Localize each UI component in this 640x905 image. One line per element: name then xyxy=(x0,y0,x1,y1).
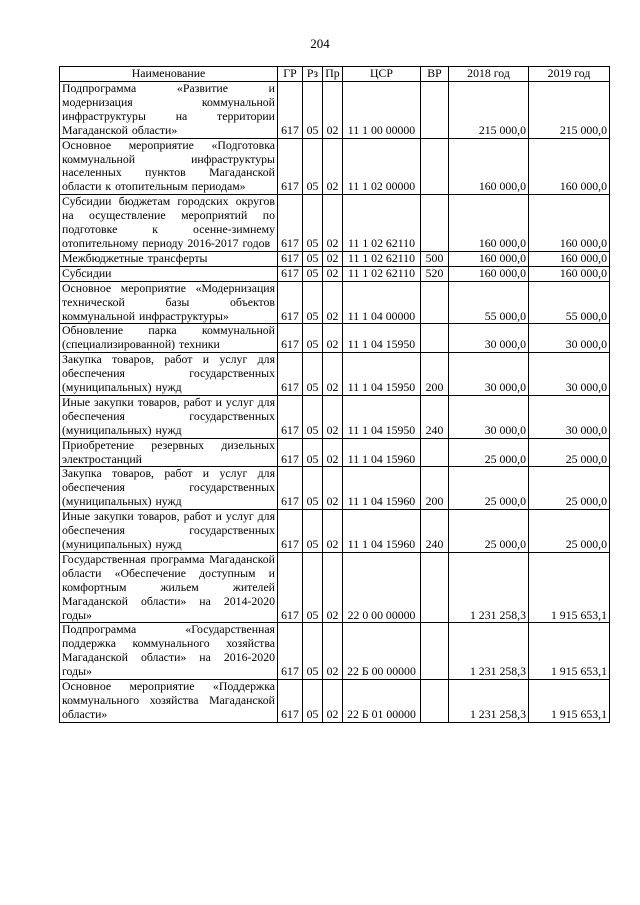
cell-y2019: 30 000,0 xyxy=(529,324,610,353)
cell-vr: 200 xyxy=(421,467,449,510)
cell-pr: 02 xyxy=(323,138,343,195)
cell-gr: 617 xyxy=(278,138,303,195)
cell-pr: 02 xyxy=(323,438,343,467)
header-csr: ЦСР xyxy=(343,67,421,82)
cell-y2019: 160 000,0 xyxy=(529,266,610,281)
cell-rz: 05 xyxy=(303,281,323,324)
cell-name: Основное мероприятие «Подготовка коммунальной инфраструктуры населенных пунктов Магаданской области к отопительным периодам» xyxy=(60,138,278,195)
cell-y2018: 30 000,0 xyxy=(449,324,529,353)
cell-gr: 617 xyxy=(278,324,303,353)
cell-pr: 02 xyxy=(323,680,343,723)
cell-vr xyxy=(421,281,449,324)
cell-y2018: 25 000,0 xyxy=(449,510,529,553)
header-pr: Пр xyxy=(323,67,343,82)
cell-pr: 02 xyxy=(323,266,343,281)
cell-pr: 02 xyxy=(323,195,343,252)
cell-vr xyxy=(421,680,449,723)
header-row xyxy=(60,67,610,82)
table-row xyxy=(60,623,610,680)
table-row xyxy=(60,467,610,510)
cell-rz: 05 xyxy=(303,324,323,353)
cell-pr: 02 xyxy=(323,82,343,139)
cell-name: Подпрограмма «Развитие и модернизация коммунальной инфраструктуры на территории Магаданской области» xyxy=(60,82,278,139)
table-row xyxy=(60,680,610,723)
cell-pr: 02 xyxy=(323,251,343,266)
cell-name: Субсидии xyxy=(60,266,278,281)
cell-vr xyxy=(421,623,449,680)
cell-y2018: 1 231 258,3 xyxy=(449,680,529,723)
cell-rz: 05 xyxy=(303,467,323,510)
cell-pr: 02 xyxy=(323,324,343,353)
cell-pr: 02 xyxy=(323,552,343,623)
cell-y2019: 1 915 653,1 xyxy=(529,623,610,680)
cell-y2018: 160 000,0 xyxy=(449,195,529,252)
cell-pr: 02 xyxy=(323,281,343,324)
cell-csr: 11 1 02 00000 xyxy=(343,138,421,195)
cell-csr: 22 Б 00 00000 xyxy=(343,623,421,680)
cell-csr: 11 1 04 15960 xyxy=(343,510,421,553)
cell-y2018: 25 000,0 xyxy=(449,438,529,467)
cell-name: Межбюджетные трансферты xyxy=(60,251,278,266)
cell-gr: 617 xyxy=(278,395,303,438)
table-row xyxy=(60,251,610,266)
cell-y2019: 215 000,0 xyxy=(529,82,610,139)
table-row xyxy=(60,510,610,553)
table-row xyxy=(60,438,610,467)
cell-pr: 02 xyxy=(323,467,343,510)
cell-vr xyxy=(421,195,449,252)
cell-y2018: 55 000,0 xyxy=(449,281,529,324)
cell-csr: 11 1 02 62110 xyxy=(343,251,421,266)
cell-rz: 05 xyxy=(303,195,323,252)
cell-gr: 617 xyxy=(278,623,303,680)
cell-name: Закупка товаров, работ и услуг для обеспечения государственных (муниципальных) нужд xyxy=(60,467,278,510)
cell-rz: 05 xyxy=(303,266,323,281)
cell-gr: 617 xyxy=(278,552,303,623)
cell-pr: 02 xyxy=(323,510,343,553)
cell-gr: 617 xyxy=(278,195,303,252)
cell-csr: 11 1 04 00000 xyxy=(343,281,421,324)
cell-name: Подпрограмма «Государственная поддержка коммунального хозяйства Магаданской области» на 2016-2020 годы» xyxy=(60,623,278,680)
cell-name: Закупка товаров, работ и услуг для обеспечения государственных (муниципальных) нужд xyxy=(60,353,278,396)
cell-gr: 617 xyxy=(278,353,303,396)
cell-y2019: 25 000,0 xyxy=(529,438,610,467)
cell-vr: 520 xyxy=(421,266,449,281)
cell-csr: 22 0 00 00000 xyxy=(343,552,421,623)
cell-y2019: 55 000,0 xyxy=(529,281,610,324)
cell-y2019: 30 000,0 xyxy=(529,353,610,396)
cell-y2019: 1 915 653,1 xyxy=(529,680,610,723)
cell-y2018: 1 231 258,3 xyxy=(449,623,529,680)
header-2018: 2018 год xyxy=(449,67,529,82)
cell-name: Иные закупки товаров, работ и услуг для обеспечения государственных (муниципальных) нужд xyxy=(60,395,278,438)
cell-csr: 11 1 02 62110 xyxy=(343,266,421,281)
cell-name: Государственная программа Магаданской области «Обеспечение доступным и комфортным жильем жителей Магаданской области» на 2014-2020 годы» xyxy=(60,552,278,623)
cell-vr: 500 xyxy=(421,251,449,266)
cell-vr: 240 xyxy=(421,395,449,438)
table-row xyxy=(60,395,610,438)
cell-vr xyxy=(421,82,449,139)
cell-csr: 11 1 04 15950 xyxy=(343,324,421,353)
cell-y2019: 30 000,0 xyxy=(529,395,610,438)
cell-pr: 02 xyxy=(323,353,343,396)
cell-rz: 05 xyxy=(303,82,323,139)
cell-gr: 617 xyxy=(278,281,303,324)
cell-y2019: 160 000,0 xyxy=(529,251,610,266)
table-row xyxy=(60,281,610,324)
cell-y2018: 215 000,0 xyxy=(449,82,529,139)
cell-y2018: 30 000,0 xyxy=(449,353,529,396)
cell-y2018: 1 231 258,3 xyxy=(449,552,529,623)
cell-gr: 617 xyxy=(278,251,303,266)
table-row xyxy=(60,195,610,252)
cell-pr: 02 xyxy=(323,395,343,438)
table-row xyxy=(60,266,610,281)
cell-name: Обновление парка коммунальной (специализированной) техники xyxy=(60,324,278,353)
page-number: 204 xyxy=(310,36,330,51)
cell-vr xyxy=(421,324,449,353)
header-name: Наименование xyxy=(60,67,278,82)
cell-csr: 22 Б 01 00000 xyxy=(343,680,421,723)
cell-name: Основное мероприятие «Модернизация технической базы объектов коммунальной инфраструктуры» xyxy=(60,281,278,324)
cell-vr xyxy=(421,552,449,623)
table-row xyxy=(60,353,610,396)
cell-csr: 11 1 02 62110 xyxy=(343,195,421,252)
table-row xyxy=(60,138,610,195)
cell-y2019: 160 000,0 xyxy=(529,138,610,195)
cell-y2019: 1 915 653,1 xyxy=(529,552,610,623)
cell-csr: 11 1 00 00000 xyxy=(343,82,421,139)
cell-csr: 11 1 04 15950 xyxy=(343,395,421,438)
cell-y2019: 25 000,0 xyxy=(529,510,610,553)
header-vr: ВР xyxy=(421,67,449,82)
cell-csr: 11 1 04 15960 xyxy=(343,438,421,467)
cell-name: Приобретение резервных дизельных электростанций xyxy=(60,438,278,467)
cell-rz: 05 xyxy=(303,395,323,438)
cell-name: Иные закупки товаров, работ и услуг для обеспечения государственных (муниципальных) нужд xyxy=(60,510,278,553)
table-row xyxy=(60,324,610,353)
cell-rz: 05 xyxy=(303,623,323,680)
cell-rz: 05 xyxy=(303,438,323,467)
cell-rz: 05 xyxy=(303,353,323,396)
cell-gr: 617 xyxy=(278,680,303,723)
table-row xyxy=(60,82,610,139)
cell-rz: 05 xyxy=(303,138,323,195)
cell-gr: 617 xyxy=(278,510,303,553)
cell-vr: 200 xyxy=(421,353,449,396)
cell-y2018: 25 000,0 xyxy=(449,467,529,510)
cell-name: Основное мероприятие «Поддержка коммунального хозяйства Магаданской области» xyxy=(60,680,278,723)
cell-csr: 11 1 04 15950 xyxy=(343,353,421,396)
cell-name: Субсидии бюджетам городских округов на осуществление мероприятий по подготовке к осенне-зимнему отопительному периоду 2016-2017 годов xyxy=(60,195,278,252)
cell-y2019: 160 000,0 xyxy=(529,195,610,252)
cell-y2018: 160 000,0 xyxy=(449,138,529,195)
cell-y2018: 160 000,0 xyxy=(449,266,529,281)
header-rz: Рз xyxy=(303,67,323,82)
cell-csr: 11 1 04 15960 xyxy=(343,467,421,510)
cell-vr: 240 xyxy=(421,510,449,553)
header-gr: ГР xyxy=(278,67,303,82)
cell-rz: 05 xyxy=(303,680,323,723)
cell-y2018: 30 000,0 xyxy=(449,395,529,438)
cell-gr: 617 xyxy=(278,438,303,467)
cell-rz: 05 xyxy=(303,510,323,553)
cell-gr: 617 xyxy=(278,82,303,139)
header-2019: 2019 год xyxy=(529,67,610,82)
cell-rz: 05 xyxy=(303,552,323,623)
cell-pr: 02 xyxy=(323,623,343,680)
cell-y2018: 160 000,0 xyxy=(449,251,529,266)
cell-gr: 617 xyxy=(278,467,303,510)
table-row xyxy=(60,552,610,623)
cell-vr xyxy=(421,138,449,195)
cell-vr xyxy=(421,438,449,467)
cell-rz: 05 xyxy=(303,251,323,266)
cell-gr: 617 xyxy=(278,266,303,281)
cell-y2019: 25 000,0 xyxy=(529,467,610,510)
budget-table xyxy=(59,66,610,723)
